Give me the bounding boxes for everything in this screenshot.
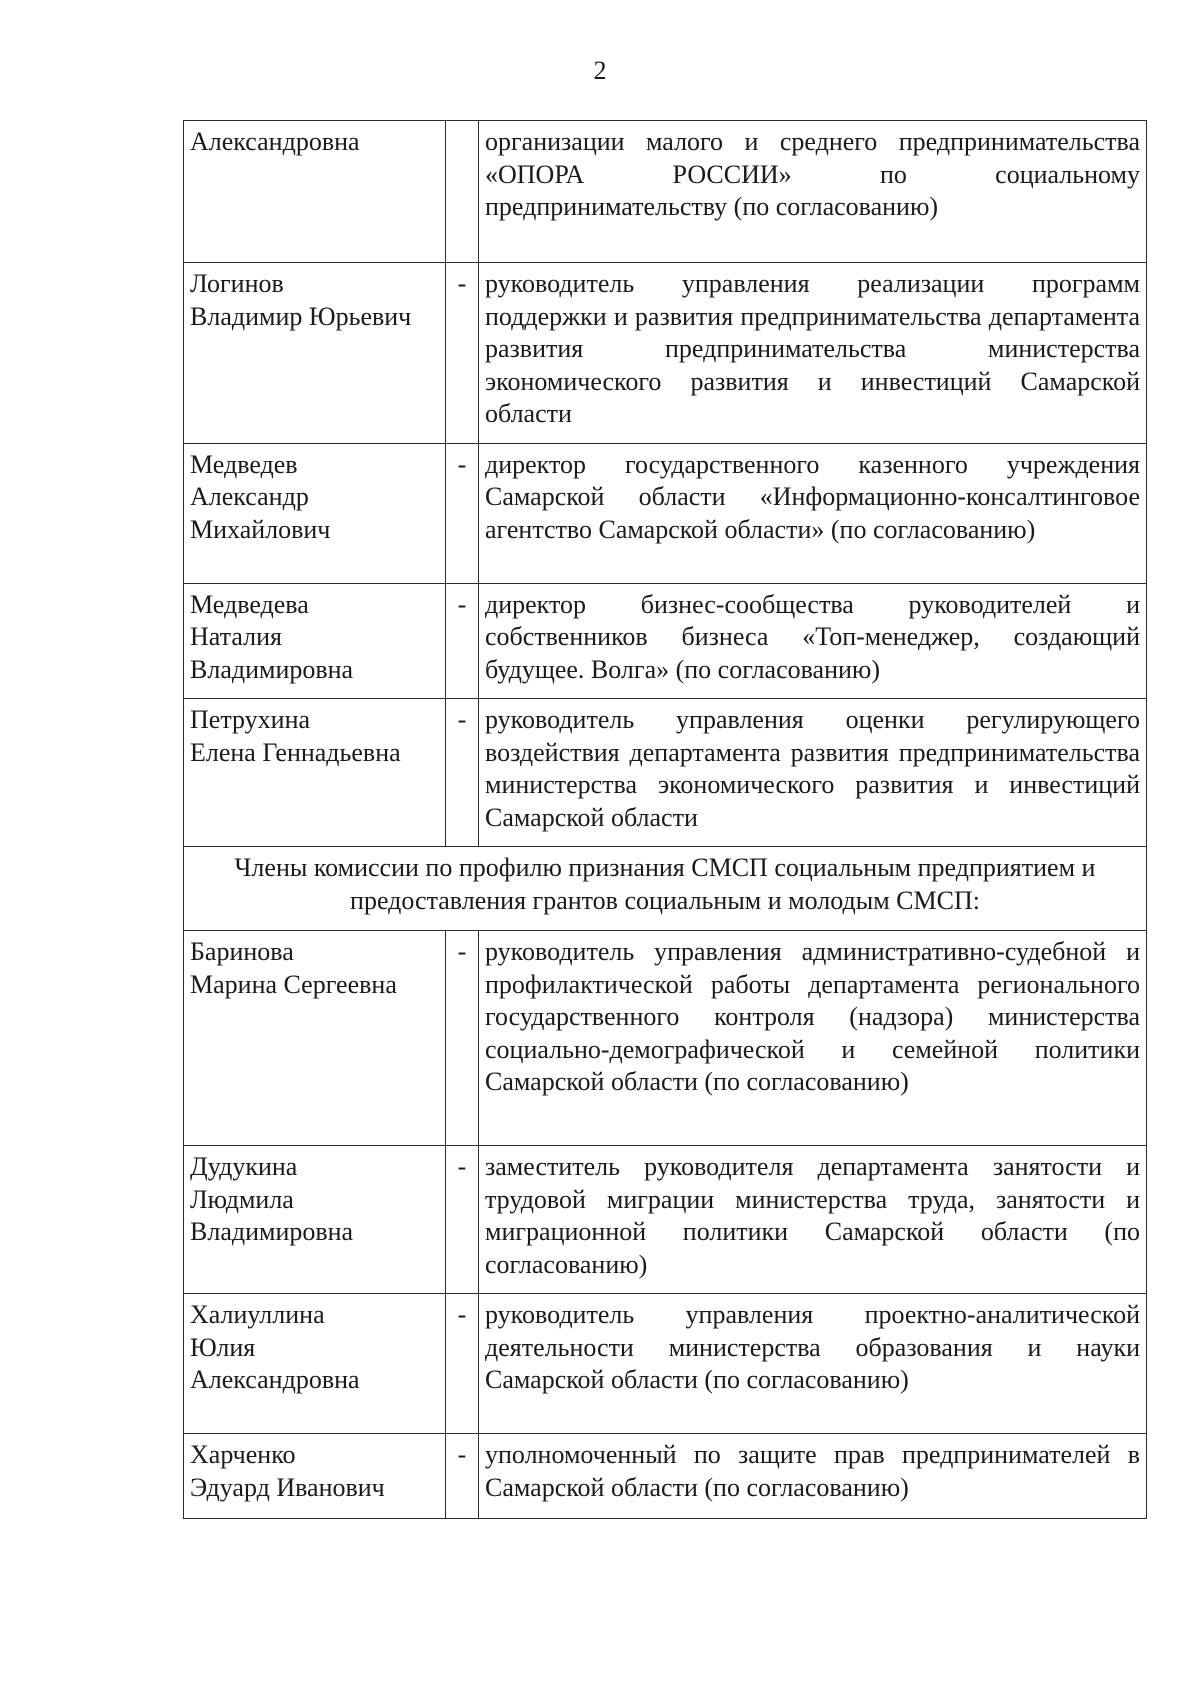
member-dash: - — [446, 931, 479, 1146]
section-heading: Члены комиссии по профилю признания СМСП социальным предприятием и предоставления грантов социальным и молодым СМСП: — [184, 847, 1147, 931]
member-name-line: Наталия — [190, 622, 282, 651]
member-name-line: Халиуллина — [190, 1300, 325, 1329]
member-name-line: Владимировна — [190, 654, 354, 684]
member-dash: - — [446, 1294, 479, 1434]
member-dash: - — [446, 699, 479, 847]
member-name-cell — [184, 263, 446, 444]
member-name-line: Марина Сергеевна — [190, 969, 397, 999]
member-name-line: Медведева — [190, 589, 309, 619]
member-row — [184, 1146, 1147, 1294]
member-dash: - — [446, 443, 479, 583]
member-name-cell — [184, 583, 446, 699]
member-name-line: Александровна — [190, 127, 360, 156]
member-name-line: Баринова — [190, 937, 294, 966]
member-name-line: Эдуард Иванович — [190, 1472, 385, 1502]
member-description: уполномоченный по защите прав предпринимателей в Самарской области (по согласованию) — [479, 1434, 1147, 1519]
section-heading-row — [184, 847, 1147, 931]
member-name-line: Владимировна — [190, 1217, 354, 1246]
member-name-line: Владимир Юрьевич — [190, 301, 412, 331]
member-name-line: Петрухина — [190, 705, 311, 734]
member-name-cell — [184, 1294, 446, 1434]
member-dash: - — [446, 583, 479, 699]
member-row — [184, 1434, 1147, 1519]
member-description: директор бизнес-сообщества руководителей и собственников бизнеса «Топ-менеджер, создающий будущее. Волга» (по согласованию) — [479, 583, 1147, 699]
member-row — [184, 583, 1147, 699]
page-number: 2 — [593, 56, 607, 85]
member-row — [184, 263, 1147, 444]
member-name-line: Елена Геннадьевна — [190, 737, 401, 767]
member-description: заместитель руководителя департамента занятости и трудовой миграции министерства труда, занятости и миграционной политики Самарской области (по согласованию) — [479, 1146, 1147, 1294]
member-row — [184, 443, 1147, 583]
member-dash — [446, 121, 479, 263]
member-name-line: Александр — [190, 482, 309, 511]
member-description: организации малого и среднего предпринимательства «ОПОРА РОССИИ» по социальному предпринимательству (по согласованию) — [479, 121, 1147, 263]
member-name-cell — [184, 1146, 446, 1294]
member-dash: - — [446, 1146, 479, 1294]
member-name-cell — [184, 121, 446, 263]
member-description: руководитель управления реализации программ поддержки и развития предпринимательства департамента развития предпринимательства министерства экономического развития и инвестиций Самарской области — [479, 263, 1147, 444]
members-table — [183, 120, 1147, 1519]
member-description: руководитель управления оценки регулирующего воздействия департамента развития предпринимательства министерства экономического развития и инвестиций Самарской области — [479, 699, 1147, 847]
member-name-line: Юлия — [190, 1332, 256, 1362]
member-row — [184, 1294, 1147, 1434]
member-name-cell — [184, 931, 446, 1146]
member-name-cell — [184, 1434, 446, 1519]
commission-members-sheet — [183, 120, 1146, 1519]
member-row — [184, 121, 1147, 263]
member-name-line: Александровна — [190, 1365, 360, 1394]
member-description: директор государственного казенного учреждения Самарской области «Информационно-консалтинговое агентство Самарской области» (по согласованию) — [479, 443, 1147, 583]
member-name-cell — [184, 699, 446, 847]
member-name-line: Медведев — [190, 449, 298, 479]
member-row — [184, 699, 1147, 847]
member-name-line: Людмила — [190, 1184, 294, 1214]
member-row — [184, 931, 1147, 1146]
member-dash: - — [446, 263, 479, 444]
member-name-cell — [184, 443, 446, 583]
member-name-line: Дудукина — [190, 1152, 298, 1181]
member-name-line: Логинов — [190, 269, 284, 298]
member-name-line: Михайлович — [190, 514, 331, 544]
member-name-line: Харченко — [190, 1440, 296, 1469]
member-description: руководитель управления административно-судебной и профилактической работы департамента регионального государственного контроля (надзора) министерства социально-демографической и семейной политики Самарской области (по согласованию) — [479, 931, 1147, 1146]
member-description: руководитель управления проектно-аналитической деятельности министерства образования и науки Самарской области (по согласованию) — [479, 1294, 1147, 1434]
member-dash: - — [446, 1434, 479, 1519]
